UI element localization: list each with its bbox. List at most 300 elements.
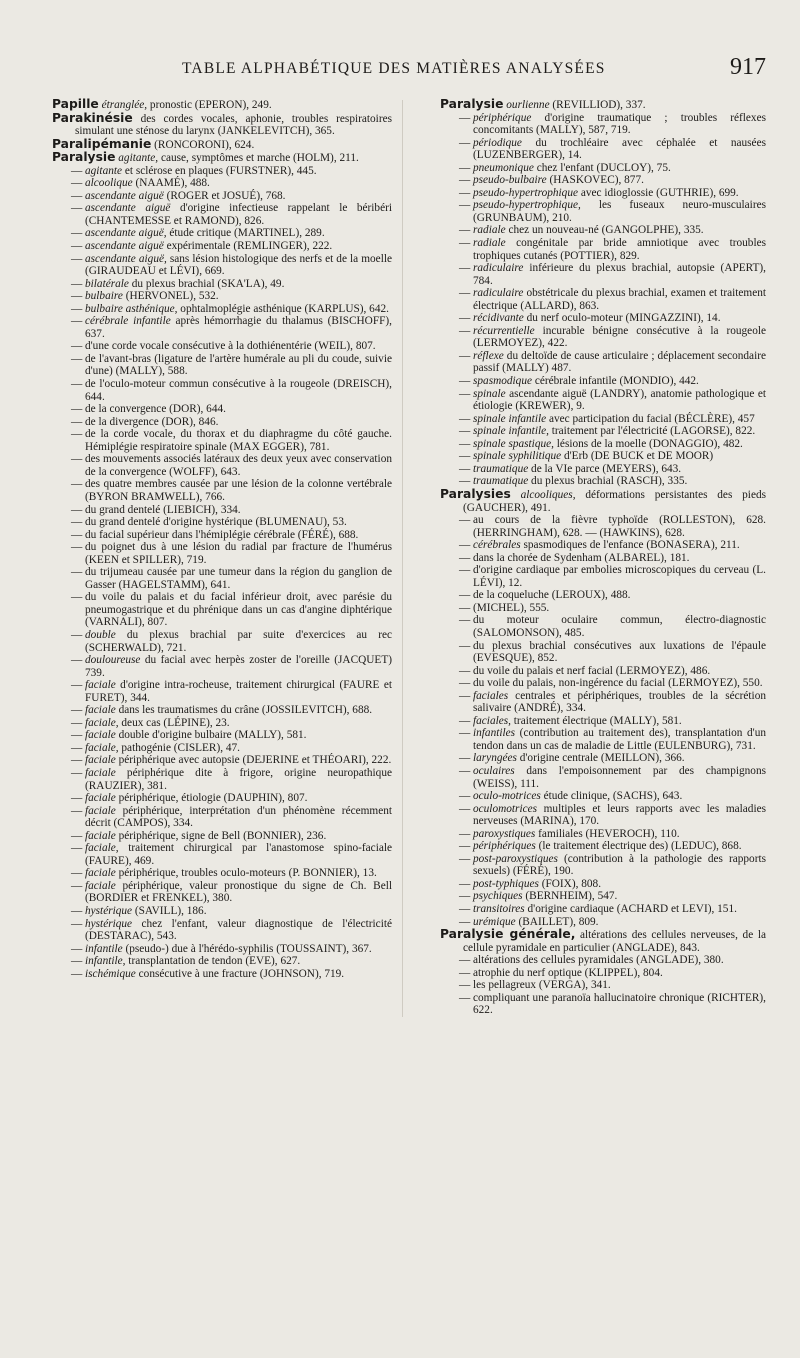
entry-text: ophtalmoplégie asthénique (KARPLUS), 642. (177, 302, 389, 315)
entry-dash: — (459, 111, 471, 124)
entry-dash: — (71, 792, 83, 805)
entry-dash: — (71, 879, 83, 892)
entry-dash: — (71, 541, 83, 554)
index-subentry (440, 878, 766, 891)
entry-dash: — (71, 967, 83, 980)
index-subentry (440, 237, 766, 262)
entry-dash: — (71, 503, 83, 516)
entry-text: (HASKOVEC), 877. (546, 174, 644, 187)
entry-text: du plexus brachial consécutives aux luxations de l'épaule (EVESQUE), 852. (473, 639, 766, 665)
entry-dash: — (459, 287, 471, 300)
entry-dash: — (459, 425, 471, 438)
entry-text: centrales et périphériques, troubles de la sécrétion salivaire (ANDRÉ), 334. (473, 689, 766, 715)
index-entry (52, 138, 392, 152)
right-column (440, 98, 766, 1017)
entry-text: d'origine infectieuse rappelant le béribéri (CHANTEMESSE et RAMOND), 826. (85, 202, 392, 227)
entry-dash: — (71, 804, 83, 817)
index-subentry (52, 378, 392, 403)
entry-text: (pseudo-) due à l'hérédo-syphilis (TOUSSAINT), 367. (122, 942, 372, 955)
entry-dash: — (459, 991, 471, 1004)
entry-dash: — (459, 224, 471, 237)
entry-text: avec idioglossie (GUTHRIE), 699. (578, 186, 739, 199)
entry-text: lésions de la moelle (DONAGGIO), 482. (553, 437, 743, 450)
entry-qualifier: faciale (85, 704, 116, 717)
entry-dash: — (459, 186, 471, 199)
index-subentry (52, 867, 392, 880)
index-subentry (52, 805, 392, 830)
entry-dash: — (71, 516, 83, 529)
entry-headword: Paralysies (440, 486, 511, 501)
entry-text: expérimentale (REMLINGER), 222. (163, 240, 333, 253)
entry-dash: — (459, 539, 471, 552)
entry-qualifier: pseudo-hypertrophique (473, 186, 578, 199)
entry-qualifier: pneumonique (473, 161, 534, 174)
entry-dash: — (71, 415, 83, 428)
index-subentry (440, 828, 766, 841)
entry-text: (SAVILL), 186. (132, 905, 207, 917)
index-subentry (440, 840, 766, 853)
entry-dash: — (459, 589, 471, 602)
index-subentry (440, 262, 766, 287)
entry-dash: — (71, 942, 83, 955)
index-subentry (440, 853, 766, 878)
entry-qualifier: post-paroxystiques (473, 852, 558, 865)
entry-qualifier: cérébrale infantile (85, 315, 171, 328)
index-subentry (440, 187, 766, 200)
index-subentry (52, 278, 392, 291)
index-subentry (52, 516, 392, 529)
entry-text: (HERVONEL), 532. (122, 290, 219, 303)
index-subentry (440, 727, 766, 752)
entry-dash: — (459, 639, 471, 652)
entry-qualifier: faciale (85, 729, 116, 742)
index-subentry (52, 340, 392, 353)
entry-headword: Paralysie générale, (440, 927, 576, 942)
entry-dash: — (71, 917, 83, 930)
entry-qualifier: récurrentielle (473, 324, 535, 337)
index-subentry (440, 715, 766, 728)
entry-text: (NAAMÉ), 488. (132, 177, 210, 190)
index-entry (52, 151, 392, 165)
entry-dash: — (71, 252, 83, 265)
entry-dash: — (459, 827, 471, 840)
entry-dash: — (71, 428, 83, 441)
entry-text: de la corde vocale, du thorax et du diaphragme du côté gauche. Hémiplégie respiratoire spinale (MAX EGGER), 781. (85, 428, 392, 453)
entry-text: au cours de la fièvre typhoïde (ROLLESTON), 628. (HERRINGHAM), 628. — (HAWKINS), 628. (473, 514, 766, 539)
entry-dash: — (459, 840, 471, 853)
index-subentry (52, 880, 392, 905)
index-subentry (52, 968, 392, 981)
entry-text: du nerf oculo-moteur (MINGAZZINI), 14. (523, 312, 721, 325)
index-subentry (440, 325, 766, 350)
index-subentry (440, 640, 766, 665)
entry-qualifier: faciale (85, 754, 116, 767)
index-subentry (440, 890, 766, 903)
entry-headword: Paralipémanie (52, 136, 152, 151)
entry-text: d'une corde vocale consécutive à la dothiénentérie (WEIL), 807. (85, 340, 376, 353)
entry-dash: — (71, 729, 83, 742)
entry-dash: — (71, 453, 83, 466)
entry-text: (RONCORONI), 624. (154, 138, 255, 151)
entry-dash: — (459, 727, 471, 740)
entry-text: chez l'enfant (DUCLOY), 75. (533, 161, 671, 174)
entry-text: du trochléaire avec céphalée et nausées (LUZENBERGER), 14. (473, 136, 766, 162)
entry-text: périphérique avec autopsie (DEJERINE et THÉOARI), 222. (115, 754, 392, 767)
index-entry (440, 928, 766, 954)
index-entry (440, 488, 766, 514)
entry-dash: — (71, 302, 83, 315)
index-subentry (52, 754, 392, 767)
index-subentry (52, 830, 392, 843)
entry-qualifier: spinale spastique, (473, 437, 554, 450)
entry-dash: — (459, 689, 471, 702)
index-subentry (52, 729, 392, 742)
index-subentry (440, 137, 766, 162)
entry-text: multiples et leurs rapports avec les maladies nerveuses (MARINA), 170. (473, 802, 766, 828)
entry-text: traitement électrique (MALLY), 581. (510, 714, 682, 727)
entry-dash: — (459, 174, 471, 187)
index-subentry (52, 315, 392, 340)
entry-text: étude critique (MARTINEL), 289. (166, 227, 325, 240)
index-subentry (52, 792, 392, 805)
entry-text: cérébrale infantile (MONDIO), 442. (532, 375, 699, 388)
entry-dash: — (71, 628, 83, 641)
entry-qualifier: bulbaire (85, 290, 123, 303)
entry-text: du facial avec herpès zoster de l'oreille (JACQUET) 739. (85, 654, 392, 679)
entry-dash: — (71, 240, 83, 253)
entry-text: inférieure du plexus brachial, autopsie (APERT), 784. (473, 262, 766, 287)
entry-dash: — (459, 890, 471, 903)
entry-qualifier: urémique (473, 915, 516, 928)
index-subentry (52, 453, 392, 478)
entry-qualifier: bulbaire asthénique, (85, 302, 178, 315)
entry-dash: — (71, 277, 83, 290)
entry-dash: — (71, 352, 83, 365)
entry-headword: Paralysie (52, 150, 116, 165)
entry-qualifier: oculaires (473, 764, 515, 777)
index-subentry (52, 416, 392, 429)
entry-text: les pellagreux (VERGA), 341. (473, 979, 611, 992)
entry-text: d'origine centrale (MEILLON), 366. (516, 752, 685, 765)
index-subentry (440, 425, 766, 438)
index-subentry (52, 240, 392, 253)
entry-qualifier: traumatique (473, 475, 529, 488)
index-subentry (440, 765, 766, 790)
entry-qualifier: ascendante aiguë (85, 240, 164, 253)
index-subentry (440, 539, 766, 552)
index-columns (52, 98, 766, 1017)
index-subentry (440, 350, 766, 375)
index-subentry (52, 767, 392, 792)
index-subentry (52, 303, 392, 316)
entry-qualifier: ascendante aiguë, (85, 252, 167, 265)
entry-qualifier: faciale (85, 804, 116, 817)
index-subentry (52, 704, 392, 717)
entry-dash: — (71, 766, 83, 779)
entry-dash: — (459, 752, 471, 765)
index-subentry (52, 177, 392, 190)
index-subentry (52, 529, 392, 542)
entry-qualifier: faciale (85, 679, 116, 692)
entry-text: des cordes vocales, aphonie, troubles respiratoires simulant une sténose du larynx (JANKELEVITCH), 365. (75, 112, 392, 138)
entry-text: spasmodiques de l'enfance (BONASERA), 211. (520, 539, 740, 552)
index-subentry (52, 253, 392, 278)
entry-qualifier: transitoires (473, 903, 525, 915)
entry-qualifier: radiculaire (473, 262, 524, 275)
entry-dash: — (459, 664, 471, 677)
entry-dash: — (71, 189, 83, 202)
entry-dash: — (459, 199, 471, 212)
entry-qualifier: réflexe (473, 349, 504, 362)
entry-dash: — (459, 551, 471, 564)
entry-qualifier: périphérique (473, 111, 532, 124)
entry-dash: — (459, 966, 471, 979)
entry-text: d'origine cardiaque (ACHARD et LEVI), 151. (524, 903, 737, 915)
entry-qualifier: agitante (85, 164, 123, 177)
entry-text: pronostic (EPERON), 249. (147, 99, 272, 111)
entry-text: ascendante aiguë (LANDRY), anatomie pathologique et étiologie (KREWER), 9. (473, 387, 766, 413)
entry-qualifier: post-typhiques (473, 877, 539, 890)
index-subentry (52, 629, 392, 654)
entry-dash: — (71, 679, 83, 692)
index-subentry (440, 552, 766, 565)
entry-dash: — (459, 790, 471, 803)
entry-qualifier: pseudo-hypertrophique, (473, 199, 581, 212)
entry-text: (le traitement électrique des) (LEDUC), 868. (535, 840, 742, 853)
entry-text: du voile du palais, non-ingérence du facial (LERMOYEZ), 550. (473, 677, 763, 690)
entry-text: de la coqueluche (LEROUX), 488. (473, 589, 631, 602)
entry-text: d'origine traumatique ; troubles réflexes concomitants (MALLY), 587, 719. (473, 111, 766, 137)
entry-qualifier: douloureuse (85, 654, 141, 667)
entry-dash: — (71, 478, 83, 491)
index-entry (52, 112, 392, 138)
index-subentry (440, 903, 766, 916)
entry-dash: — (459, 450, 471, 463)
index-subentry (440, 690, 766, 715)
entry-qualifier: spinale infantile (473, 412, 547, 425)
entry-qualifier: alcoolique (85, 177, 133, 190)
entry-dash: — (459, 475, 471, 488)
index-subentry (440, 375, 766, 388)
index-subentry (52, 905, 392, 918)
entry-text: familiales (HEVEROCH), 110. (535, 827, 680, 840)
entry-qualifier: hystérique (85, 917, 133, 930)
entry-dash: — (459, 802, 471, 815)
entry-text: chez un nouveau-né (GANGOLPHE), 335. (505, 224, 704, 237)
index-subentry (440, 677, 766, 690)
entry-text: avec participation du facial (BÉCLÈRE), 457 (546, 412, 755, 425)
entry-text: périphérique, signe de Bell (BONNIER), 236. (115, 829, 327, 842)
entry-text: les fuseaux neuro-musculaires (GRUNBAUM), 210. (473, 199, 766, 224)
entry-text: du grand dentelé d'origine hystérique (BLUMENAU), 53. (85, 516, 347, 529)
entry-headword: Paralysie (440, 97, 504, 111)
index-subentry (440, 665, 766, 678)
entry-text: des mouvements associés latéraux des deux yeux avec conservation de la convergence (WOLFF), 643. (85, 453, 392, 478)
left-column (52, 98, 392, 1017)
entry-qualifier: faciale (85, 792, 116, 805)
entry-text: obstétricale du plexus brachial, examen et traitement électrique (ALLARD), 863. (473, 287, 766, 312)
entry-qualifier: faciales (473, 689, 509, 702)
entry-text: périphérique, étiologie (DAUPHIN), 807. (115, 792, 308, 805)
entry-text: congénitale par bride amniotique avec troubles trophiques cutanés (POTTIER), 829. (473, 237, 766, 262)
entry-dash: — (459, 852, 471, 865)
entry-qualifier: faciale (85, 879, 116, 892)
entry-text: (contribution au traitement des), transplantation d'un tendon dans un cas de maladie de Little (EULENBURG), 731. (473, 727, 766, 752)
index-subentry (440, 602, 766, 615)
index-subentry (52, 742, 392, 755)
index-entry (52, 98, 392, 112)
entry-qualifier: bilatérale (85, 277, 129, 290)
entry-dash: — (71, 202, 83, 215)
index-subentry (440, 954, 766, 967)
entry-text: du plexus brachial (RASCH), 335. (528, 475, 688, 488)
entry-dash: — (71, 227, 83, 240)
index-subentry (440, 287, 766, 312)
entry-qualifier: ascendante aiguë (85, 189, 164, 202)
entry-dash: — (71, 754, 83, 767)
entry-dash: — (459, 437, 471, 450)
entry-text: altérations des cellules nerveuses, de la cellule pyramidale en particulier (ANGLADE), 843. (463, 929, 766, 954)
entry-dash: — (459, 161, 471, 174)
entry-text: (MICHEL), 555. (473, 601, 550, 614)
entry-text: (FOIX), 808. (538, 877, 602, 890)
index-subentry (52, 566, 392, 591)
entry-qualifier: périphériques (473, 840, 536, 853)
index-subentry (52, 591, 392, 629)
page-header (52, 54, 766, 88)
entry-dash: — (459, 601, 471, 614)
entry-dash: — (459, 915, 471, 928)
entry-qualifier: oculomotrices (473, 802, 538, 815)
entry-dash: — (459, 764, 471, 777)
entry-qualifier: étranglée, (101, 99, 148, 111)
entry-dash: — (459, 237, 471, 250)
entry-qualifier: ascendante aiguë (85, 202, 171, 215)
index-subentry (52, 541, 392, 566)
entry-text: (BERNHEIM), 547. (522, 890, 618, 903)
index-subentry (440, 564, 766, 589)
entry-qualifier: cérébrales (473, 539, 521, 552)
page-number: 917 (730, 54, 766, 80)
index-subentry (52, 842, 392, 867)
entry-headword: Papille (52, 97, 99, 111)
entry-dash: — (459, 324, 471, 337)
entry-text: déformations persistantes des pieds (GAUCHER), 491. (463, 488, 767, 514)
index-subentry (440, 803, 766, 828)
entry-qualifier: laryngées (473, 752, 517, 765)
entry-text: atrophie du nerf optique (KLIPPEL), 804. (473, 966, 663, 979)
entry-text: du plexus brachial par suite d'exercices au rec (SCHERWALD), 721. (85, 628, 392, 654)
entry-text: (contribution à la pathologie des rapports sexuels) (FÉRÉ), 190. (473, 852, 766, 878)
entry-dash: — (71, 867, 83, 880)
index-subentry (52, 918, 392, 943)
entry-dash: — (71, 905, 83, 917)
entry-dash: — (71, 164, 83, 177)
entry-qualifier: récidivante (473, 312, 524, 325)
index-subentry (52, 403, 392, 416)
entry-text: dans l'empoisonnement par des champignons (WEISS), 111. (473, 764, 766, 790)
entry-text: compliquant une paranoïa hallucinatoire chronique (RICHTER), 622. (473, 991, 766, 1017)
entry-text: et sclérose en plaques (FURSTNER), 445. (122, 164, 317, 177)
index-subentry (440, 752, 766, 765)
entry-text: du voile du palais et du facial inférieur droit, avec parésie du pneumogastrique et du phrénique dans un cas d'angine diphtérique (VARNALI), 807. (85, 591, 392, 629)
entry-text: du trijumeau causée par une tumeur dans la région du ganglion de Gasser (HAGELSTAMM), 641. (85, 566, 392, 591)
entry-text: après hémorrhagie du thalamus (BISCHOFF), 637. (85, 315, 392, 340)
index-subentry (52, 290, 392, 303)
index-subentry (440, 992, 766, 1017)
entry-dash: — (459, 877, 471, 890)
entry-text: du plexus brachial (SKA'LA), 49. (128, 277, 285, 290)
entry-qualifier: radiculaire (473, 287, 524, 300)
entry-qualifier: radiale (473, 224, 506, 237)
entry-text: d'origine cardiaque par embolies microscopiques du cerveau (L. LÉVI), 12. (473, 564, 766, 589)
entry-text: d'origine intra-rocheuse, traitement chirurgical (FAURE et FURET), 344. (85, 679, 392, 704)
entry-dash: — (71, 378, 83, 391)
entry-qualifier: spinale syphilitique (473, 450, 562, 463)
index-subentry (440, 388, 766, 413)
running-title: TABLE ALPHABÉTIQUE DES MATIÈRES ANALYSÉES (182, 60, 606, 77)
index-subentry (52, 190, 392, 203)
entry-qualifier: alcooliques, (520, 488, 576, 501)
entry-text: périphérique, valeur pronostique du signe de Ch. Bell (BORDIER et FRENKEL), 380. (85, 879, 392, 905)
entry-text: de l'oculo-moteur commun consécutive à la rougeole (DREISCH), 644. (85, 378, 392, 403)
entry-qualifier: spasmodique (473, 375, 532, 388)
entry-dash: — (71, 340, 83, 353)
entry-text: du facial supérieur dans l'hémiplégie cérébrale (FÉRÉ), 688. (85, 528, 359, 541)
entry-dash: — (459, 954, 471, 967)
index-subentry (52, 428, 392, 453)
entry-text: dans la chorée de Sydenham (ALBAREL), 181. (473, 551, 690, 564)
index-subentry (440, 162, 766, 175)
index-subentry (52, 943, 392, 956)
entry-dash: — (71, 566, 83, 579)
index-subentry (440, 514, 766, 539)
entry-dash: — (459, 979, 471, 992)
index-subentry (52, 353, 392, 378)
entry-qualifier: faciale, (85, 842, 119, 855)
entry-text: traitement chirurgical par l'anastomose spino-faciale (FAURE), 469. (85, 842, 392, 867)
entry-text: de la divergence (DOR), 846. (85, 415, 219, 428)
entry-qualifier: ischémique (85, 967, 136, 980)
entry-text: du deltoïde de cause articulaire ; déplacement secondaire passif (MALLY) 487. (473, 349, 766, 375)
entry-dash: — (71, 704, 83, 717)
entry-dash: — (71, 842, 83, 855)
entry-dash: — (71, 315, 83, 328)
entry-dash: — (71, 591, 83, 604)
entry-dash: — (459, 136, 471, 149)
entry-qualifier: infantile, (85, 955, 126, 968)
index-subentry (52, 654, 392, 679)
index-subentry (52, 717, 392, 730)
entry-text: chez l'enfant, valeur diagnostique de l'électricité (DESTARAC), 543. (85, 917, 392, 943)
entry-qualifier: double (85, 628, 116, 641)
entry-dash: — (459, 462, 471, 475)
entry-text: altérations des cellules pyramidales (ANGLADE), 380. (473, 954, 724, 967)
index-subentry (440, 790, 766, 803)
entry-dash: — (459, 387, 471, 400)
index-subentry (440, 438, 766, 451)
entry-qualifier: radiale (473, 237, 506, 250)
entry-text: de l'avant-bras (ligature de l'artère humérale au pli du coude, suivie d'une) (MALLY), 588. (85, 352, 392, 378)
entry-qualifier: faciale, (85, 741, 119, 754)
index-subentry (440, 312, 766, 325)
index-subentry (440, 199, 766, 224)
entry-text: étude clinique, (SACHS), 643. (540, 790, 683, 803)
entry-text: deux cas (LÉPINE), 23. (118, 716, 230, 729)
index-subentry (52, 478, 392, 503)
entry-qualifier: faciale (85, 867, 116, 880)
entry-qualifier: faciale (85, 829, 116, 842)
